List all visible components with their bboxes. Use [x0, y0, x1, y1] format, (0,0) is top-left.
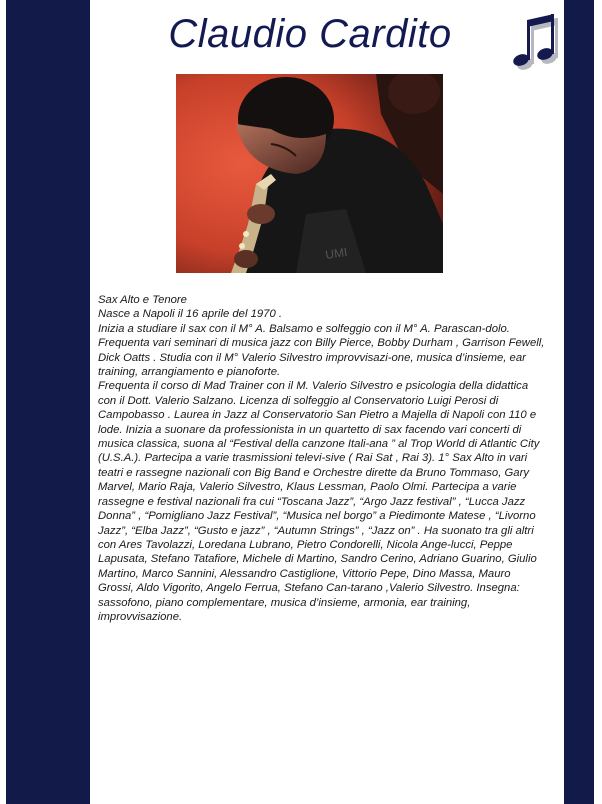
page-margin-right	[594, 0, 602, 804]
bio-instruments: Sax Alto e Tenore	[98, 294, 187, 306]
musician-photo	[176, 74, 443, 273]
bio-education: Inizia a studiare il sax con il M° A. Balsamo e solfeggio con il M° A. Parascan-dolo. Frequenta vari seminari di musica jazz con Billy Pierce, Bobby Durham , Garrison Fewell, Dick Oatts . Studia con il M° Valerio Silvestro improvvisazi-one, musica d’insieme, ear training, arrangiamento e pianoforte.	[98, 322, 545, 379]
biography-text	[98, 293, 548, 624]
bio-birth: Nasce a Napoli il 16 aprile del 1970 .	[98, 308, 282, 321]
left-decorative-band	[6, 0, 90, 804]
page-title: Claudio Cardito	[168, 12, 452, 56]
svg-text:UMI: UMI	[324, 245, 349, 262]
music-note-icon	[508, 10, 564, 72]
right-decorative-band	[564, 0, 594, 804]
bio-career: Frequenta il corso di Mad Trainer con il M. Valerio Silvestro e psicologia della didattica con il Dott. Valerio Salzano. Licenza di solfeggio al Conservatorio Luigi Perosi di Campobasso . Laurea in Jazz al Conservatorio San Pietro a Majella di Napoli con 110 e lode. Inizia a suonare da professionista in un quartetto di sax facendo vari concerti di musica classica, suona al “Festival della canzone Itali-ana ” al Trop World di Atlantic City (U.S.A.). Partecipa a varie trasmissioni televi-sive ( Rai Sat , Rai 3). 1° Sax Alto in vari teatri e rassegne nazionali con Big Band e Orchestre dirette da Bruno Tommaso, Gary Marvel, Mario Raja, Valerio Silvestro, Klaus Lessman, Paolo Olmi. Partecipa a varie rassegne e festival nazionali fra cui “Toscana Jazz”, “Argo Jazz festival” , “Lucca Jazz Donna” , “Pomigliano Jazz Festival”, “Musica nel borgo” a Piedimonte Matese , “Livorno Jazz”, “Elba Jazz”, “Gusto e jazz” , “Autumn Strings” , “Jazz on” . Ha suonato tra gli altri con Ares Tavolazzi, Loredana Lubrano, Pietro Condorelli, Nicola Ange-lucci, Peppe Lapusata, Stefano Tatafiore, Michele di Martino, Sandro Cerino, Adriano Guarino, Giulio Martino, Marco Sannini, Alessandro Castiglione, Vittorio Pepe, Dino Massa, Mauro Grossi, Aldo Vigorito, Angelo Ferrua, Stefano Can-tarano ,Valerio Silvestro. Insegna: sassofono, piano complementare, musica d’insieme, armonia, ear training, improvvisazione.	[98, 380, 540, 623]
